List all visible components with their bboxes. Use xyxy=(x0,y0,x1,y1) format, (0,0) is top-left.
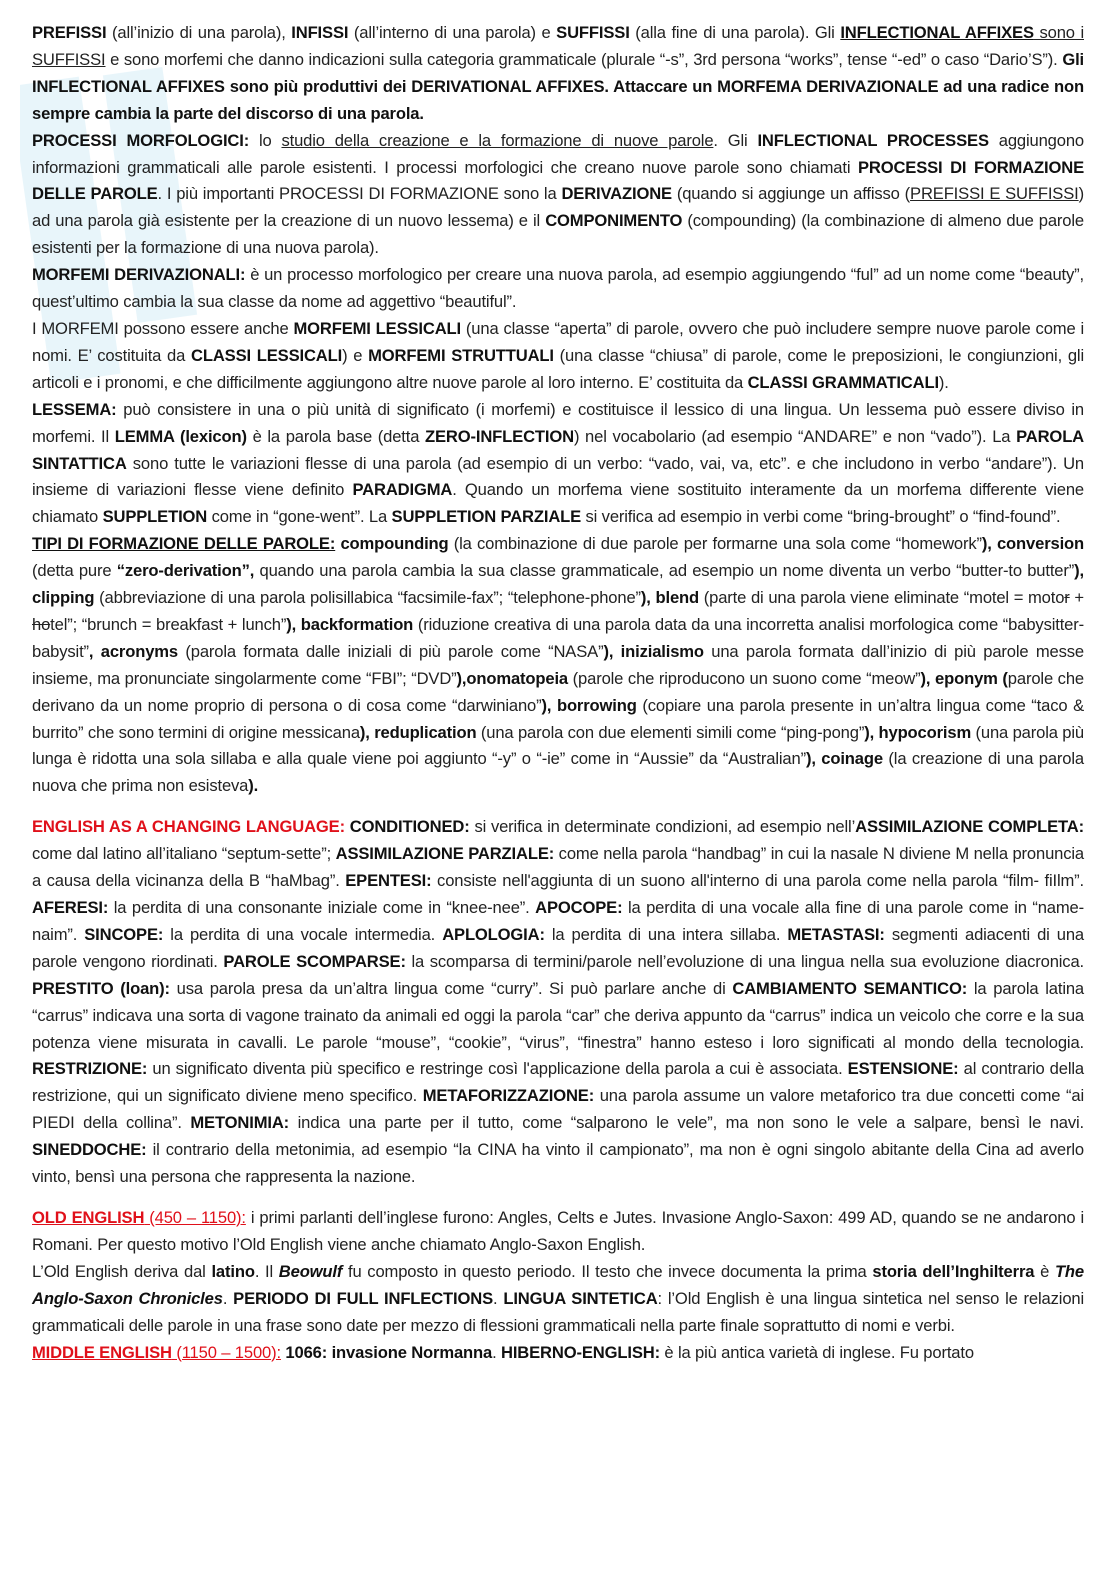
paragraph-morfemi-derivazionali xyxy=(32,262,1084,316)
text-span: la parola latina “carrus” indicava una sorta di vagone trainato da animali ed oggi la parola “car” che deriva appunto da “carrus” indica un veicolo che corre e la sua potenza viene misurata in cavalli. Le parole “mouse”, “cookie”, “virus”, “finestra” hanno esteso i loro significati al mondo della tecnologia. xyxy=(32,978,1085,1052)
text-span: la perdita di una vocale alla fine di una parole come in “name-naim”. xyxy=(32,898,1085,944)
text-span: (quando si aggiunge un affisso ( xyxy=(671,184,911,204)
text-span: è la più antica varietà di inglese. Fu portato xyxy=(659,1342,974,1362)
text-span: : l’Old English è una lingua sintetica nel senso le relazioni grammaticali delle parole in una frase sono date per mezzo di flessioni grammaticali nella parte finale soprattutto di nomi e verbi. xyxy=(32,1288,1085,1335)
text-span: è la parola base (detta xyxy=(246,426,426,446)
text-span: consiste nell'aggiunta di un suono all'interno di una parola come nella parola “film- fiIlm”. xyxy=(431,871,1084,891)
text-underlined: studio della creazione e la formazione di nuove parole xyxy=(281,130,714,150)
text-span: usa parola presa da un’altra lingua come “curry”. Si può parlare anche di xyxy=(169,978,733,998)
text-span: (parola formata dalle iniziali di più parole come “NASA” xyxy=(177,641,604,661)
text-span: (la creazione di una parola nuova che prima non esisteva xyxy=(32,749,1084,796)
term-morfemi-lessicali: MORFEMI LESSICALI xyxy=(293,318,461,338)
text-span: fu composto in questo periodo. Il testo che invece documenta la prima xyxy=(342,1261,873,1281)
paragraph-affissi xyxy=(32,20,1084,128)
term-estensione: ESTENSIONE: xyxy=(847,1059,959,1079)
term-parola-sintattica: PAROLA SINTATTICA xyxy=(32,426,1085,473)
text-span: (abbreviazione di una parola polisillabica “facsimile-fax”; “telephone-phone” xyxy=(94,588,641,608)
term-infissi: INFISSI xyxy=(291,23,349,42)
heading-old-english-dates: (450 – 1150): xyxy=(144,1207,246,1227)
heading-middle-english: MIDDLE ENGLISH xyxy=(32,1342,172,1362)
term-compounding: compounding xyxy=(335,534,449,554)
term-metonimia: METONIMIA: xyxy=(190,1113,290,1133)
text-span: . xyxy=(492,1342,502,1362)
text-span: ). xyxy=(938,372,949,392)
heading-middle-english-dates: (1150 – 1500): xyxy=(171,1342,281,1362)
term-zero-derivation: “zero-derivation”, xyxy=(116,561,255,581)
text-span: indica una parte per il tutto, come “salparono le vele”, ma non sono le vele a salpare, bensì le navi. xyxy=(289,1113,1085,1133)
text-underlined: PREFISSI E SUFFISSI xyxy=(910,184,1079,204)
paragraph-old-english-details xyxy=(32,1259,1084,1340)
term-processi-formazione: PROCESSI DI FORMAZIONE DELLE PAROLE xyxy=(32,157,1085,204)
text-bold-paren: ( xyxy=(997,668,1008,688)
text-span: la perdita di una vocale intermedia. xyxy=(163,924,443,944)
term-eponym: ), eponym xyxy=(920,668,998,688)
term-metastasi: METASTASI: xyxy=(787,924,885,944)
text-span: aggiungono informazioni grammaticali alle parole esistenti. I processi morfologici che creano nuove parole sono chiamati xyxy=(32,130,1084,177)
text-span: (copiare una parola presente in un’altra lingua come “taco & burrito” che sono termini di origine messicana xyxy=(32,695,1084,742)
text-span: (una classe “aperta” di parole, ovvero che può includere sempre nuove parole come i nomi. E’ costituita da xyxy=(32,318,1084,365)
text-span: ) e xyxy=(342,345,369,365)
term-conditioned: CONDITIONED: xyxy=(344,817,470,837)
text-underlined: sono i SUFFISSI xyxy=(32,23,1084,69)
text-span: la perdita di una consonante iniziale come in “knee-nee”. xyxy=(108,898,536,917)
text-span: (una classe “chiusa” di parole, come le preposizioni, le congiunzioni, gli articoli e i pronomi, e che difficilmente aggiungono altre nuove parole al loro interno. E’ costituita da xyxy=(32,345,1084,392)
text-span: un significato diventa più specifico e restringe così l'applicazione della parola a cui è associata. xyxy=(147,1059,848,1079)
term-backformation: ), backformation xyxy=(286,614,414,634)
document-page xyxy=(32,20,1084,1366)
term-lessema: LESSEMA: xyxy=(32,399,117,419)
text-span: lo xyxy=(249,130,282,150)
term-lingua-sintetica: LINGUA SINTETICA xyxy=(503,1288,658,1308)
text-span: si verifica ad esempio in verbi come “bring-brought” o “find-found”. xyxy=(581,507,1061,527)
text-span: (una parola più lunga è ridotta una sola sillaba e alla quale viene poi aggiunto “-y” o “-ie” come in “Aussie” da “Australian” xyxy=(32,722,1084,769)
term-acronyms: , acronyms xyxy=(88,641,178,661)
heading-old-english: OLD ENGLISH xyxy=(32,1207,145,1227)
term-apocope: APOCOPE: xyxy=(535,898,623,917)
text-span: (parole che riproducono un suono come “meow” xyxy=(568,668,921,688)
term-classi-grammaticali: CLASSI GRAMMATICALI xyxy=(747,372,939,392)
text-span: I MORFEMI possono essere anche xyxy=(32,318,294,338)
paragraph-processi-morfologici xyxy=(32,128,1084,263)
term-coinage: ), coinage xyxy=(805,749,883,769)
term-lemma: LEMMA (lexicon) xyxy=(114,426,247,446)
text-strikethrough: r xyxy=(1064,588,1070,608)
text-span: i primi parlanti dell’inglese furono: Angles, Celts e Jutes. Invasione Anglo-Saxon: 499 AD, quando se ne andarono i Romani. Per questo motivo l’Old English viene anche chiamato Anglo-Saxon English. xyxy=(32,1207,1084,1254)
text-bold-close: ). xyxy=(248,776,259,796)
text-span: (compounding) (la combinazione di almeno due parole esistenti per la formazione di una nuova parola). xyxy=(32,211,1084,258)
text-span: . xyxy=(493,1288,504,1308)
text-span: (la combinazione di due parole per formarne una sola come “homework” xyxy=(448,534,982,554)
text-span: . Quando un morfema viene sostituito interamente da un morfema differente viene chiamato xyxy=(32,480,1084,527)
term-restrizione: RESTRIZIONE: xyxy=(32,1059,148,1079)
paragraph-lessema xyxy=(32,397,1084,532)
term-sineddoche: SINEDDOCHE: xyxy=(32,1140,147,1160)
text-span: è un processo morfologico per creare una nuova parola, ad esempio aggiungendo “ful” ad un nome come “beauty”, quest’ultimo cambia la sua classe da nome ad aggettivo “beautiful”. xyxy=(32,265,1084,312)
text-span: la scomparsa di termini/parole nell’evoluzione di una lingua nella sua evoluzione diacronica. xyxy=(405,951,1084,971)
term-inflectional-affixes: INFLECTIONAL AFFIXES xyxy=(840,23,1034,42)
text-span: (parte di una parola viene eliminate “motel = moto xyxy=(699,588,1065,608)
text-span: ) ad una parola già esistente per la creazione di un nuovo lessema) e il xyxy=(32,184,1084,231)
text-span: . xyxy=(222,1288,234,1308)
term-classi-lessicali: CLASSI LESSICALI xyxy=(191,345,343,365)
text-span: (all’inizio di una parola), xyxy=(106,23,292,42)
term-storia-inghilterra: storia dell’Inghilterra xyxy=(872,1261,1035,1281)
text-strikethrough: ho xyxy=(32,614,51,634)
paragraph-middle-english xyxy=(32,1340,1084,1367)
text-span: segmenti adiacenti di una parole vengono riordinati. xyxy=(32,924,1084,971)
text-span: + xyxy=(1069,588,1084,608)
term-zero-inflection: ZERO-INFLECTION xyxy=(425,426,574,446)
term-hypocorism: ), hypocorism xyxy=(864,722,972,742)
term-processi-morfologici: PROCESSI MORFOLOGICI: xyxy=(32,130,250,150)
text-span: sono tutte le variazioni flesse di una parola (ad esempio di un verbo: “vado, vai, va, etc”. e che includono in verbo “andare”). Un insieme di variazioni flesse viene definito xyxy=(32,453,1084,500)
text-span: (all’interno di una parola) e xyxy=(348,23,557,42)
term-latino: latino xyxy=(211,1261,255,1281)
term-suppletion-parziale: SUPPLETION PARZIALE xyxy=(391,507,582,527)
term-reduplication: ), reduplication xyxy=(359,722,477,742)
term-cambiamento-semantico: CAMBIAMENTO SEMANTICO: xyxy=(732,978,968,998)
term-blend: ), blend xyxy=(640,588,700,608)
term-hiberno-english: HIBERNO-ENGLISH: xyxy=(501,1342,660,1362)
term-full-inflections: PERIODO DI FULL INFLECTIONS xyxy=(233,1288,493,1308)
text-span: come nella parola “handbag” in cui la nasale N diviene M nella pronuncia a causa della vicinanza della B “haMbag”. xyxy=(32,844,1084,891)
term-sincope: SINCOPE: xyxy=(84,924,164,944)
term-epentesi: EPENTESI: xyxy=(345,871,432,891)
text-span: parole che derivano da un nome proprio di persona o di cosa come “darwiniano” xyxy=(32,668,1084,715)
text-span: . Il xyxy=(254,1261,279,1281)
text-span: come dal latino all’italiano “septum-sette”; xyxy=(32,844,336,864)
paragraph-old-english xyxy=(32,1205,1084,1259)
bold-sentence: Gli INFLECTIONAL AFFIXES sono più produttivi dei DERIVATIONAL AFFIXES. Attaccare un MORFEMA DERIVAZIONALE ad una radice non sempre cambia la parte del discorso di una parola. xyxy=(32,49,1084,123)
term-clipping: ), clipping xyxy=(32,561,1084,608)
title-beowulf: Beowulf xyxy=(278,1261,343,1281)
text-span: la perdita di una intera sillaba. xyxy=(544,924,788,944)
term-suppletion: SUPPLETION xyxy=(102,507,208,527)
paragraph-spacer xyxy=(32,1191,1084,1205)
term-inflectional-processes: INFLECTIONAL PROCESSES xyxy=(757,130,989,150)
paragraph-morfemi-lessicali xyxy=(32,316,1084,397)
term-aferesi: AFERESI: xyxy=(32,898,109,917)
text-span: ) nel vocabolario (ad esempio “ANDARE” e non “vado”). La xyxy=(573,426,1017,446)
text-span: come in “gone-went”. La xyxy=(207,507,392,527)
term-parole-scomparse: PAROLE SCOMPARSE: xyxy=(223,951,406,971)
term-derivazione: DERIVAZIONE xyxy=(561,184,672,204)
text-span: il contrario della metonimia, ad esempio “la CINA ha vinto il campionato”, ma non è ogni singolo abitante della Cina ad averlo vinto, bensì una persona che rappresenta la nazione. xyxy=(32,1140,1084,1187)
term-onomatopeia: ),onomatopeia xyxy=(456,668,568,688)
term-conversion: ), conversion xyxy=(981,534,1085,554)
text-span: (riduzione creativa di una parola data da una incorretta analisi morfologica come “babysitter-babysit” xyxy=(32,614,1084,661)
text-span: al contrario della restrizione, qui un significato diviene meno specifico. xyxy=(32,1059,1084,1106)
text-span: può consistere in una o più unità di significato (i morfemi) e costituisce il lessico di una lingua. Un lessema può essere diviso in morfemi. Il xyxy=(32,399,1084,446)
term-paradigma: PARADIGMA xyxy=(352,480,453,500)
title-anglo-saxon-chronicles: The Anglo-Saxon Chronicles xyxy=(32,1261,1084,1308)
term-inizialismo: ), inizialismo xyxy=(603,641,704,661)
paragraph-changing-language xyxy=(32,814,1084,1191)
term-assimilazione-parziale: ASSIMILAZIONE PARZIALE: xyxy=(335,844,555,864)
text-span: quando una parola cambia la sua classe grammaticale, ad esempio un nome diventa un verbo “butter-to butter” xyxy=(254,561,1075,581)
paragraph-spacer xyxy=(32,800,1084,814)
text-span: (alla fine di una parola). Gli xyxy=(629,23,841,42)
text-span: . Gli xyxy=(713,130,758,150)
term-morfemi-struttuali: MORFEMI STRUTTUALI xyxy=(368,345,554,365)
text-span: L’Old English deriva dal xyxy=(32,1261,212,1281)
text-span: si verifica in determinate condizioni, ad esempio nell’ xyxy=(469,817,856,837)
text-span: una parola formata dall’inizio di più parole messe insieme, ma pronunciate singolarmente come “FBI”; “DVD” xyxy=(32,641,1085,688)
text-span: e sono morfemi che danno indicazioni sulla categoria grammaticale (plurale “-s”, 3rd persona “works”, tense “-ed” o caso “Dario’S”). xyxy=(105,49,1063,69)
text-span: (detta pure xyxy=(32,561,117,581)
term-morfemi-derivazionali: MORFEMI DERIVAZIONALI: xyxy=(32,265,246,285)
term-componimento: COMPONIMENTO xyxy=(545,211,683,231)
term-assimilazione-completa: ASSIMILAZIONE COMPLETA: xyxy=(855,817,1085,837)
heading-english-changing-language: ENGLISH AS A CHANGING LANGUAGE: xyxy=(32,817,345,837)
text-span: tel”; “brunch = breakfast + lunch” xyxy=(50,614,287,634)
term-tipi-formazione: TIPI DI FORMAZIONE DELLE PAROLE: xyxy=(32,534,336,554)
term-prestito: PRESTITO (loan): xyxy=(32,978,170,998)
text-span: (una parola con due elementi simili come “ping-pong” xyxy=(476,722,865,742)
text-span: . I più importanti PROCESSI DI FORMAZIONE sono la xyxy=(157,184,562,204)
term-aplologia: APLOLOGIA: xyxy=(442,924,545,944)
term-borrowing: ), borrowing xyxy=(541,695,637,715)
text-span: è xyxy=(1034,1261,1055,1281)
term-suffissi: SUFFISSI xyxy=(556,23,630,42)
term-metaforizzazione: METAFORIZZAZIONE: xyxy=(422,1086,595,1106)
text-span: una parola assume un valore metaforico tra due concetti come “ai PIEDI della collina”. xyxy=(32,1086,1084,1133)
paragraph-tipi-formazione xyxy=(32,531,1084,800)
term-prefissi: PREFISSI xyxy=(32,23,107,42)
term-invasione-normanna: 1066: invasione Normanna xyxy=(285,1342,493,1362)
